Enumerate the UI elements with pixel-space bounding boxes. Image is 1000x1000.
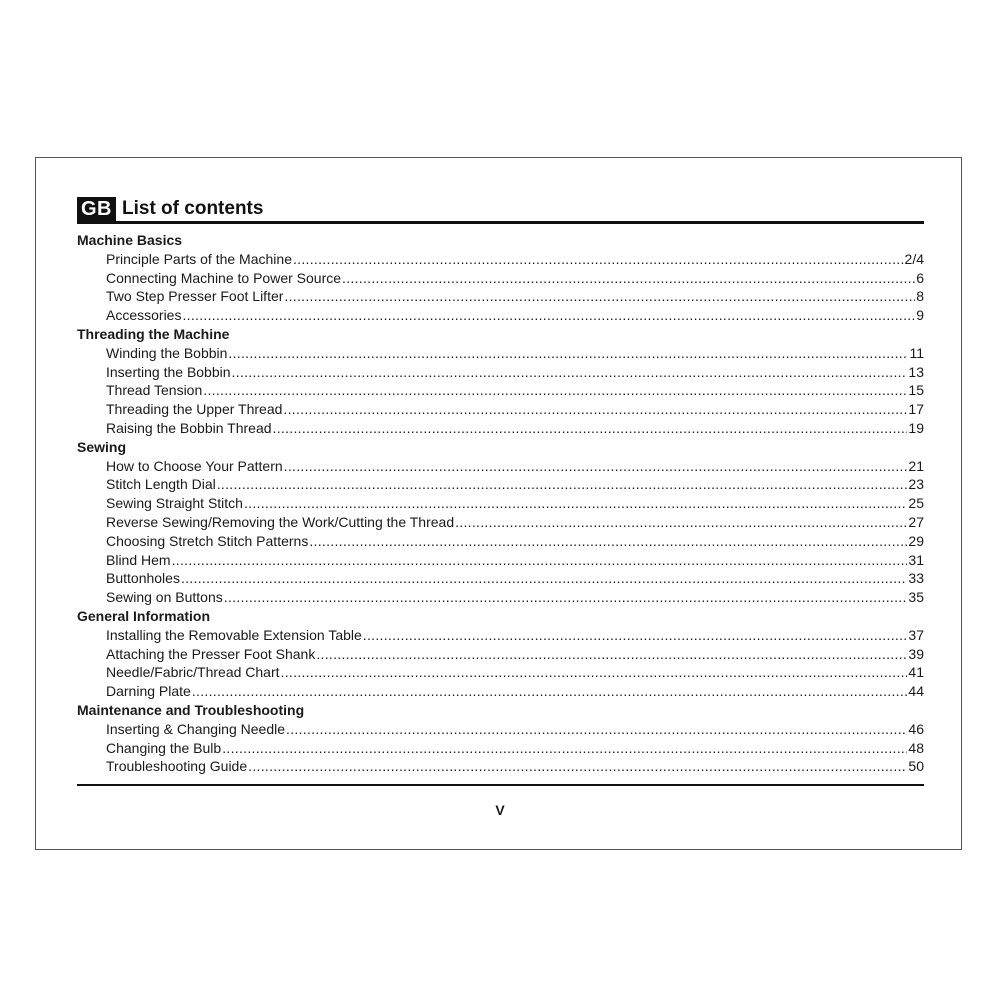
toc-entry[interactable] (77, 363, 924, 382)
entry-page: 15 (908, 382, 924, 399)
section-heading: Threading the Machine (77, 325, 230, 342)
entry-page: 8 (916, 288, 924, 305)
dot-leader (181, 569, 907, 588)
toc-entry[interactable] (77, 551, 924, 570)
section-heading: Machine Basics (77, 232, 183, 248)
table-of-contents (77, 231, 924, 776)
entry-title: Buttonholes (106, 570, 180, 587)
dot-leader (222, 739, 907, 758)
toc-entry[interactable] (77, 457, 924, 476)
dot-leader (228, 344, 908, 363)
toc-entry[interactable] (77, 569, 924, 588)
toc-entry[interactable] (77, 400, 924, 419)
dot-leader (203, 381, 907, 400)
dot-leader (224, 588, 908, 607)
entry-page: 48 (908, 739, 924, 756)
dot-leader (232, 363, 908, 382)
entry-page: 37 (908, 626, 924, 643)
entry-title: Thread Tension (106, 382, 203, 399)
dot-leader (363, 626, 908, 645)
dot-leader (342, 269, 915, 288)
toc-entry[interactable] (77, 588, 924, 607)
entry-title: Sewing on Buttons (106, 589, 223, 606)
entry-page: 13 (908, 363, 924, 380)
dot-leader (286, 720, 907, 739)
entry-page: 11 (909, 344, 924, 361)
footer-divider (77, 784, 924, 786)
entry-title: Raising the Bobbin Thread (106, 419, 272, 436)
entry-title: Changing the Bulb (106, 739, 222, 756)
toc-entry[interactable] (77, 626, 924, 645)
entry-page: 23 (908, 476, 924, 493)
entry-title: Attaching the Presser Foot Shank (106, 645, 316, 662)
entry-title: Principle Parts of the Machine (106, 250, 292, 267)
toc-entry[interactable] (77, 306, 924, 325)
dot-leader (309, 532, 907, 551)
entry-title: Blind Hem (106, 551, 171, 568)
toc-entry[interactable] (77, 645, 924, 664)
toc-entry[interactable] (77, 513, 924, 532)
entry-page: 31 (908, 551, 924, 568)
entry-page: 41 (908, 664, 924, 681)
language-badge: GB (77, 197, 116, 221)
entry-title: Needle/Fabric/Thread Chart (106, 664, 280, 681)
toc-entry[interactable] (77, 663, 924, 682)
entry-page: 25 (908, 495, 924, 512)
page-number: V (495, 802, 505, 818)
dot-leader (293, 250, 904, 269)
dot-leader (273, 419, 908, 438)
entry-page: 35 (908, 589, 924, 606)
toc-entry[interactable] (77, 287, 924, 306)
section-heading: Maintenance and Troubleshooting (77, 701, 305, 718)
section-heading: General Information (77, 607, 211, 624)
entry-page: 9 (916, 307, 924, 324)
toc-entry[interactable] (77, 720, 924, 739)
entry-title: Inserting & Changing Needle (106, 720, 286, 737)
entry-title: Winding the Bobbin (106, 344, 228, 361)
entry-page: 50 (908, 758, 924, 775)
entry-page: 33 (908, 570, 924, 587)
entry-page: 17 (908, 401, 924, 418)
toc-entry[interactable] (77, 269, 924, 288)
dot-leader (192, 682, 908, 701)
entry-title: How to Choose Your Pattern (106, 457, 283, 474)
entry-title: Reverse Sewing/Removing the Work/Cutting the Thread (106, 513, 455, 530)
entry-title: Troubleshooting Guide (106, 758, 248, 775)
toc-entry[interactable] (77, 757, 924, 776)
toc-entry[interactable] (77, 682, 924, 701)
dot-leader (283, 400, 907, 419)
entry-page: 44 (908, 683, 924, 700)
entry-page: 6 (916, 269, 924, 286)
entry-title: Sewing Straight Stitch (106, 495, 243, 512)
toc-entry[interactable] (77, 381, 924, 400)
entry-page: 39 (908, 645, 924, 662)
dot-leader (217, 475, 908, 494)
toc-entry[interactable] (77, 250, 924, 269)
entry-title: Accessories (106, 307, 182, 324)
dot-leader (455, 513, 907, 532)
header-divider (77, 221, 924, 224)
entry-page: 2/4 (904, 250, 924, 267)
entry-title: Darning Plate (106, 683, 191, 700)
entry-page: 19 (908, 419, 924, 436)
entry-title: Inserting the Bobbin (106, 363, 231, 380)
dot-leader (248, 757, 907, 776)
contents-header (77, 197, 263, 221)
toc-entry[interactable] (77, 344, 924, 363)
entry-title: Choosing Stretch Stitch Patterns (106, 532, 309, 549)
dot-leader (316, 645, 907, 664)
toc-entry[interactable] (77, 739, 924, 758)
dot-leader (284, 457, 908, 476)
toc-entry[interactable] (77, 475, 924, 494)
toc-entry[interactable] (77, 419, 924, 438)
entry-title: Stitch Length Dial (106, 476, 216, 493)
section-heading: Sewing (77, 438, 127, 455)
toc-entry[interactable] (77, 494, 924, 513)
dot-leader (182, 306, 915, 325)
entry-page: 21 (908, 457, 924, 474)
entry-title: Threading the Upper Thread (106, 401, 283, 418)
dot-leader (284, 287, 915, 306)
dot-leader (244, 494, 907, 513)
entry-title: Connecting Machine to Power Source (106, 269, 342, 286)
dot-leader (281, 663, 908, 682)
entry-title: Two Step Presser Foot Lifter (106, 288, 284, 305)
page-title: List of contents (122, 198, 264, 219)
toc-entry[interactable] (77, 532, 924, 551)
entry-title: Installing the Removable Extension Table (106, 626, 362, 643)
dot-leader (172, 551, 908, 570)
entry-page: 29 (908, 532, 924, 549)
entry-page: 46 (908, 720, 924, 737)
entry-page: 27 (908, 513, 924, 530)
